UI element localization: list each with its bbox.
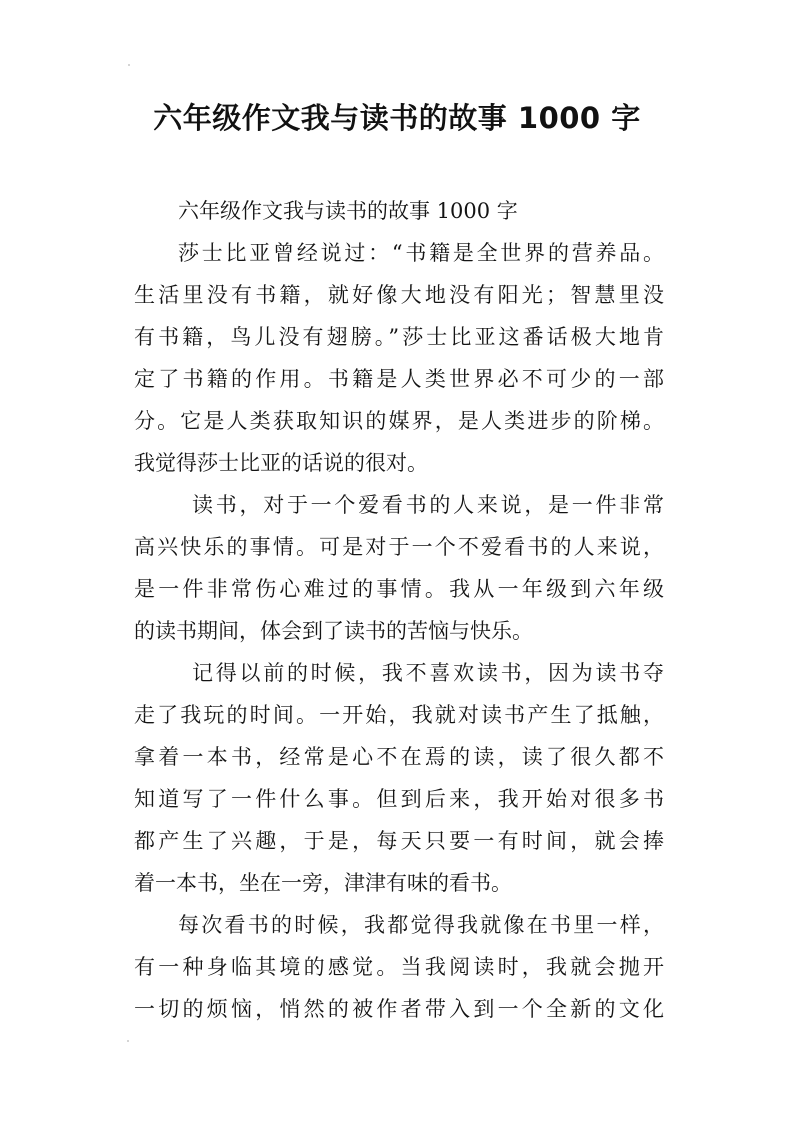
text-line: 知道写了一件什么事。但到后来，我开始对很多书 (134, 787, 664, 811)
paragraph (134, 484, 664, 652)
text-line: 一切的烦恼，悄然的被作者带入到一个全新的文化 (134, 997, 664, 1021)
text-line: 分。它是人类获取知识的媒界，是人类进步的阶梯。 (134, 409, 664, 433)
scan-speck (128, 64, 130, 66)
text-line: 着一本书，坐在一旁，津津有味的看书。 (134, 871, 512, 895)
paragraph-heading (134, 190, 664, 232)
text-line: 莎士比亚曾经说过：“书籍是全世界的营养品。 (178, 241, 664, 265)
text-line: 是一件非常伤心难过的事情。我从一年级到六年级 (134, 577, 664, 601)
document-body (134, 190, 664, 1030)
paragraph (134, 904, 664, 1030)
text-line: 读书，对于一个爱看书的人来说，是一件非常 (192, 493, 664, 517)
text-line: 都产生了兴趣，于是，每天只要一有时间，就会捧 (134, 829, 664, 853)
text-line: 定了书籍的作用。书籍是人类世界必不可少的一部 (134, 367, 664, 391)
text-line: 高兴快乐的事情。可是对于一个不爱看书的人来说， (134, 535, 664, 559)
text-line: 记得以前的时候，我不喜欢读书，因为读书夺 (192, 661, 664, 685)
text-line: 的读书期间，体会到了读书的苦恼与快乐。 (134, 619, 533, 643)
paragraph (134, 232, 664, 484)
text-line: 每次看书的时候，我都觉得我就像在书里一样， (178, 913, 664, 937)
text-line: 有一种身临其境的感觉。当我阅读时，我就会抛开 (134, 955, 664, 979)
text-line: 拿着一本书，经常是心不在焉的读，读了很久都不 (134, 745, 664, 769)
text-line: 有书籍，鸟儿没有翅膀。”莎士比亚这番话极大地肯 (134, 325, 664, 349)
document-title: 六年级作文我与读书的故事 1000 字 (153, 101, 641, 135)
paragraph (134, 652, 664, 904)
text-line: 走了我玩的时间。一开始，我就对读书产生了抵触， (134, 703, 664, 727)
text-line: 生活里没有书籍，就好像大地没有阳光；智慧里没 (134, 283, 664, 307)
scan-speck (127, 1040, 129, 1042)
text-line: 六年级作文我与读书的故事 1000 字 (178, 199, 518, 223)
text-line: 我觉得莎士比亚的话说的很对。 (134, 451, 428, 475)
